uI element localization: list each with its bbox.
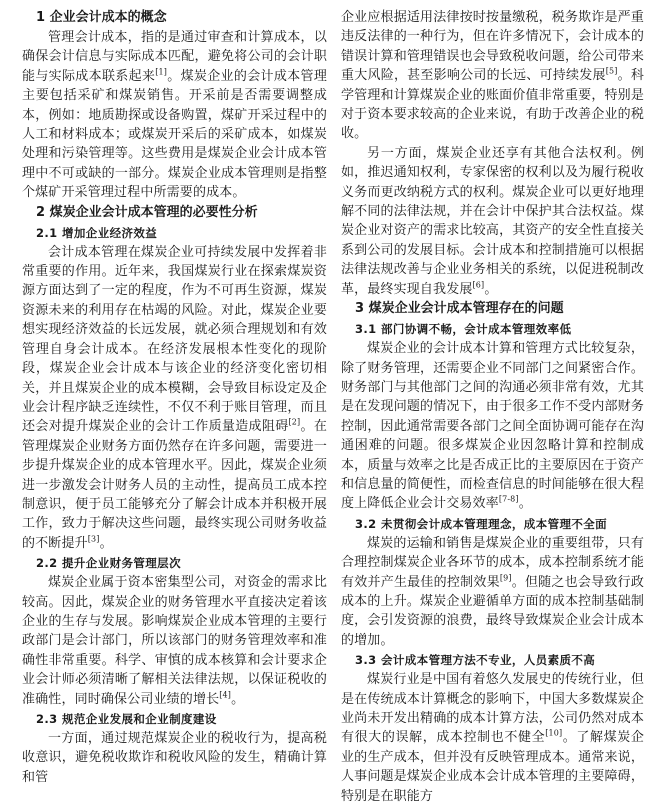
right-column — [341, 8, 644, 804]
citation: [3] — [87, 534, 100, 544]
body-text: 煤炭企业的会计成本计算和管理方式比较复杂，除了财务管理，还需要企业不同部门之间紧密合作。财务部门与其他部门之间的沟通必须非常有效，尤其是在发现问题的情况下，由于很多工作不受内部财务控制，因此通常需要各部门之间全面协调可能存在沟通困难的问题。很多煤炭企业因忽略计算和控制成本，质量与效率之比是否成正比的主要原因在于资产和信息量的简便性，而检查信息的时间能够在很大程度上降低企业会计交易效率 — [341, 341, 644, 512]
paragraph — [341, 339, 644, 514]
citation: [6] — [472, 280, 485, 290]
citation: [10] — [545, 729, 563, 739]
body-text: 。 — [99, 535, 113, 551]
subsection-3-1-heading: 3.1 部门协调不畅，会计成本管理效率低 — [355, 322, 572, 337]
citation: [9] — [499, 573, 512, 583]
section-1-heading: 1 企业会计成本的概念 — [36, 10, 167, 25]
body-text: 。了解煤炭企业的生产成本，但并没有反映管理成本。通常来说，人事问题是煤炭企业成本会计成本管理的主要障碍，特别是在职能方 — [341, 730, 644, 804]
paragraph-continued — [341, 8, 644, 144]
paragraph — [22, 243, 327, 554]
body-text: 。 — [231, 691, 245, 707]
paragraph — [22, 28, 327, 203]
body-text: 管理会计成本，指的是通过审查和计算成本，以确保会计信息与实际成本匹配，避免将公司的会计职能与实际成本联系起来 — [22, 30, 327, 84]
body-text: 煤炭行业是中国有着悠久发展史的传统行业，但是在传统成本计算概念的影响下，中国大多数煤炭企业尚未开发出精确的成本计算方法，公司仍然对成本有很大的误解，成本控制也不健全 — [341, 672, 644, 746]
subsection-2-2-heading: 2.2 提升企业财务管理层次 — [36, 556, 181, 571]
subsection-2-1-heading: 2.1 增加企业经济效益 — [36, 225, 158, 240]
citation: [2] — [288, 417, 301, 427]
paragraph — [22, 573, 327, 709]
paragraph — [341, 670, 644, 806]
left-column — [22, 8, 327, 785]
paragraph: 一方面，通过规范煤炭企业的税收行为，提高税收意识，避免税收欺诈和税收风险的发生，精确计算和管 — [22, 731, 327, 785]
section-2-heading: 2 煤炭企业会计成本管理的必要性分析 — [36, 204, 258, 220]
body-text: 煤炭的运输和销售是煤炭企业的重要组带，只有合理控制煤炭企业各环节的成本，成本控制系统才能有效并产生最佳的控制效果 — [341, 535, 644, 590]
body-text: 。但随之也会导致行政成本的上升。煤炭企业避循单方面的成本控制基础制度，会引发资源的浪费，最终导致煤炭企业会计成本的增加。 — [341, 574, 644, 648]
citation: [1] — [155, 67, 168, 77]
body-text: 。在管理煤炭企业财务方面仍然存在许多问题，需要进一步提升煤炭企业的成本管理水平。因此，煤炭企业须进一步激发会计财务人员的主动性，提高员工成本控制意识，便于员工能够充分了解会计成本并积极开展工作，致力于解决这些问题，最终实现公司财务收益的不断提升 — [22, 419, 327, 551]
body-text: 。 — [484, 281, 498, 297]
body-text: 。 — [518, 496, 532, 512]
paragraph — [341, 534, 644, 650]
body-text: 企业应根据适用法律按时按量缴税，税务欺诈是严重违反法律的一种行为，但在许多情况下，会计成本的错误计算和管理错误也会导致税收问题，给公司带来重大风险，甚至影响公司的长远、可持续发展 — [341, 10, 644, 84]
subsection-3-3-heading: 3.3 会计成本管理方法不专业，人员素质不高 — [355, 653, 596, 668]
citation: [5] — [605, 66, 618, 76]
body-text: 煤炭企业属于资本密集型公司，对资金的需求比较高。因此，煤炭企业的财务管理水平直接决定着该企业的生存与发展。影响煤炭企业成本管理的主要行政部门是会计部门，所以该部门的财务管理效率和准确性非常重要。科学、审慎的成本核算和会计要求企业会计师必须清晰了解相关法律法规，以保证税收的准确性，同时确保公司业绩的增长 — [22, 575, 327, 707]
section-3-heading: 3 煤炭企业会计成本管理存在的问题 — [355, 301, 564, 317]
paragraph — [341, 144, 644, 299]
citation: [7-8] — [498, 495, 519, 505]
body-text: 。煤炭企业的会计成本管理主要包括采矿和煤炭销售。开采前是否需要调整成本，例如：地质勘探或设备购置，煤矿开采过程中的人工和材料成本；或煤炭开采后的采矿成本，如煤炭处理和污染管理等。这些费用是煤炭企业会计成本管理中不可或缺的一部分。煤炭企业成本管理则是指整个煤矿开采管理过程中所需要的成本。 — [22, 68, 327, 201]
subsection-3-2-heading: 3.2 未贯彻会计成本管理理念，成本管理不全面 — [355, 516, 608, 531]
body-text: 。科学管理和计算煤炭企业的账面价值非常重要，特别是对于资本要求较高的企业来说，有助于改善企业的税收。 — [341, 68, 644, 142]
subsection-2-3-heading: 2.3 规范企业发展和企业制度建设 — [36, 712, 217, 726]
body-text: 会计成本管理在煤炭企业可持续发展中发挥着非常重要的作用。近年来，我国煤炭行业在探索煤炭资源方面达到了一定的程度，作为不可再生资源，煤炭资源未来的利用存在枯竭的风险。对此，煤炭企业要想实现经济效益的长远发展，就必须合理规划和有效管理自身会计成本。在经济发展根本性变化的现阶段，煤炭企业会计成本与该企业的经济变化密切相关，并且煤炭企业的成本模糊，会导致目标设定及企业会计程序缺乏连续性，不仅不利于账目管理，而且还会对提升煤炭企业的会计工作质量造成阻碍 — [22, 244, 327, 435]
citation: [4] — [219, 690, 232, 700]
body-text: 另一方面，煤炭企业还享有其他合法权利。例如，推迟通知权利，专家保密的权利以及为履行税收义务而更改纳税方式的权利。煤炭企业可以更好地理解不同的法律法规，并在会计中保护其合法权益。煤炭企业对资产的需求比较高，其资产的安全性直接关系到公司的发展目标。会计成本和控制措施可以根据法律法规改善与企业业务相关的系统，以促进税制改革，最终实现自我发展 — [341, 145, 644, 297]
